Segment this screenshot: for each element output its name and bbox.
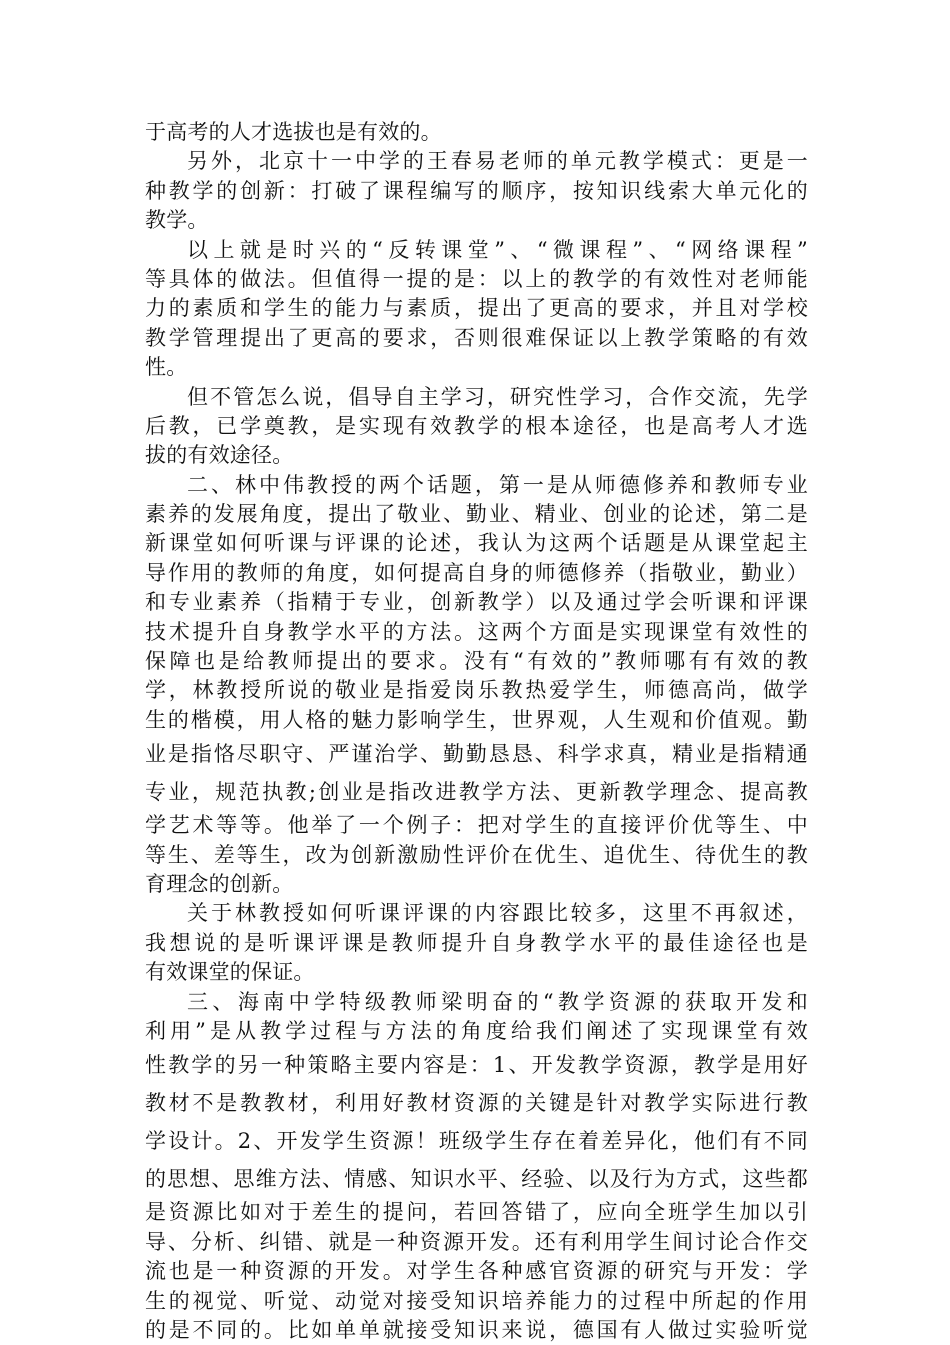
text-line: 于高考的人才选拔也是有效的。: [145, 120, 442, 144]
text-line: 有效课堂的保证。: [145, 960, 315, 985]
body-text: [145, 118, 808, 1345]
text-line: 育理念的创新。: [145, 871, 294, 896]
text-line: 导、分析、纠错、就是一种资源开发。还有利用学生间讨论合作交: [145, 1229, 808, 1254]
text-line: 学艺术等等。他举了一个例子：把对学生的直接评价优等生、中: [145, 813, 808, 838]
text-line: 我想说的是听课评课是教师提升自身教学水平的最佳途径也是: [145, 930, 808, 955]
text-line: 利用”是从教学过程与方法的角度给我们阐述了实现课堂有效: [145, 1018, 808, 1043]
text-line: 但不管怎么说，倡导自主学习，研究性学习，合作交流，先学: [187, 384, 808, 409]
text-line: 学设计。2、开发学生资源！班级学生存在着差异化，他们有不同: [145, 1129, 808, 1154]
text-line: 技术提升自身教学水平的方法。这两个方面是实现课堂有效性的: [145, 619, 808, 644]
text-line: 教学。: [145, 208, 209, 233]
text-line: 导作用的教师的角度，如何提高自身的师德修养（指敬业，勤业）: [145, 560, 808, 585]
text-line: 另外，北京十一中学的王春易老师的单元教学模式：更是一: [187, 149, 808, 174]
text-line: 是资源比如对于差生的提问，若回答错了，应向全班学生加以引: [145, 1200, 808, 1225]
text-line: 种教学的创新：打破了课程编写的顺序，按知识线索大单元化的: [145, 178, 808, 203]
text-line: 关于林教授如何听课评课的内容跟比较多，这里不再叙述，: [187, 901, 808, 926]
text-line: 力的素质和学生的能力与素质，提出了更高的要求，并且对学校: [145, 296, 808, 321]
text-line: 教学管理提出了更高的要求，否则很难保证以上教学策略的有效: [145, 325, 808, 350]
text-line: 流也是一种资源的开发。对学生各种感官资源的研究与开发：学: [145, 1259, 808, 1284]
text-line: 教材不是教教材，利用好教材资源的关键是针对教学实际进行教: [145, 1091, 808, 1116]
text-line: 新课堂如何听课与评课的论述，我认为这两个话题是从课堂起主: [145, 531, 808, 556]
text-line: 保障也是给教师提出的要求。没有“有效的”教师哪有有效的教: [145, 649, 808, 674]
text-line: 三、海南中学特级教师梁明奋的“教学资源的获取开发和: [187, 989, 808, 1014]
text-line: 专业，规范执教;创业是指改进教学方法、更新教学理念、提高教: [145, 780, 808, 805]
text-line: 生的楷模，用人格的魅力影响学生，世界观，人生观和价值观。勤: [145, 707, 808, 732]
text-line: 学，林教授所说的敬业是指爱岗乐教热爱学生，师德高尚，做学: [145, 678, 808, 703]
text-line: 素养的发展角度，提出了敬业、勤业、精业、创业的论述，第二是: [145, 502, 808, 527]
text-line: 业是指恪尽职守、严谨治学、勤勤恳恳、科学求真，精业是指精通: [145, 742, 808, 767]
text-line: 以上就是时兴的“反转课堂”、“微课程”、“网络课程”: [187, 237, 808, 262]
text-line: 等具体的做法。但值得一提的是：以上的教学的有效性对老师能: [145, 266, 808, 291]
text-line: 生的视觉、听觉、动觉对接受知识培养能力的过程中所起的作用: [145, 1288, 808, 1313]
text-line: 等生、差等生，改为创新激励性评价在优生、追优生、待优生的教: [145, 842, 808, 867]
text-line: 拔的有效途径。: [145, 443, 294, 468]
text-line: 二、林中伟教授的两个话题，第一是从师德修养和教师专业: [187, 472, 808, 497]
text-line: 后教，已学奠教，是实现有效教学的根本途径，也是高考人才选: [145, 413, 808, 438]
text-line: 的思想、思维方法、情感、知识水平、经验、以及行为方式，这些都: [145, 1167, 808, 1192]
text-line: 和专业素养（指精于专业，创新教学）以及通过学会听课和评课: [145, 590, 808, 615]
text-line: 性。: [145, 355, 188, 380]
text-line: 性教学的另一种策略主要内容是：1、开发教学资源，教学是用好: [145, 1053, 808, 1078]
text-line: 的是不同的。比如单单就接受知识来说，德国有人做过实验听觉: [145, 1317, 808, 1342]
